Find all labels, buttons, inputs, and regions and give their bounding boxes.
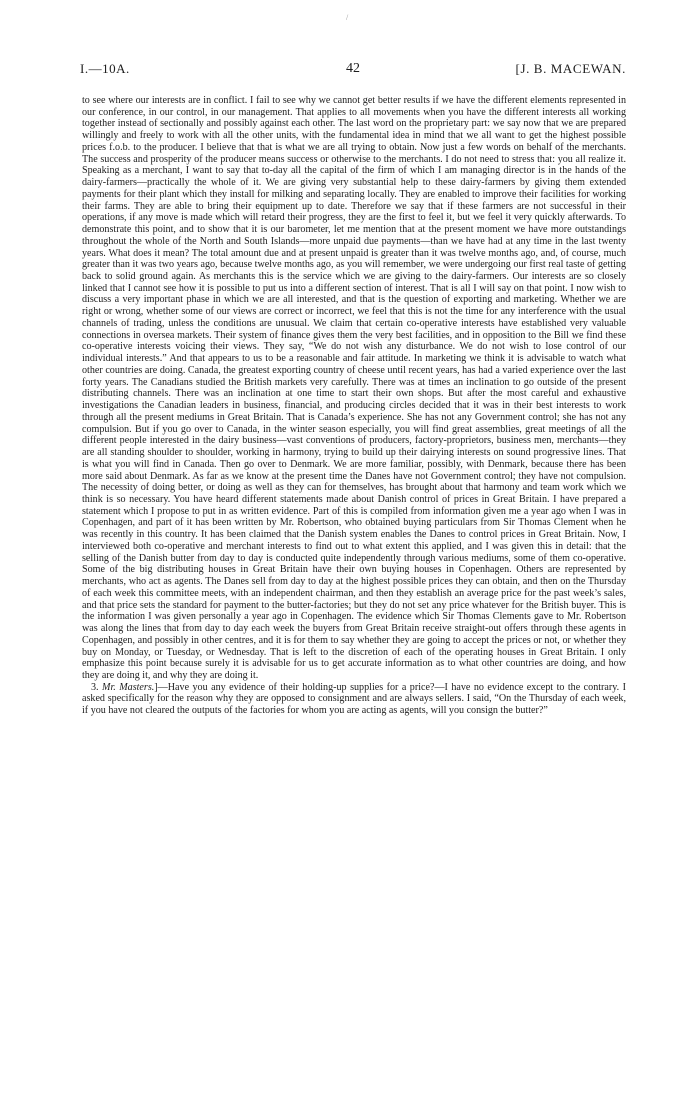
page-header (80, 61, 626, 81)
question-speaker: Mr. Masters. (102, 681, 155, 693)
page-number: 42 (346, 61, 360, 76)
speaker-name: [J. B. MACEWAN. (515, 61, 626, 76)
body-text (82, 95, 626, 717)
paragraph-1: to see where our interests are in conflict. I fail to see why we cannot get better results if we have the different elements represented in our conference, in our control, in our management. That applies to all movements when you have the different interests all working together instead of sectionally and possibly against each other. The last word on the proprietary part: we say now that we are prepared willingly and freely to work with all the other units, with the fundamental idea in mind that we all want to get the highest possible prices f.o.b. to the producer. I believe that that is what we are all trying to obtain. Now just a few words on behalf of the merchants. The success and prosperity of the producer means success or otherwise to the merchants. I do not need to stress that: you all realize it. Speaking as a merchant, I want to say that to-day all the capital of the firm of which I am managing director is in the hands of the dairy-farmers—practically the whole of it. We are giving very substantial help to these dairy-farmers by giving them extended payments for their plant which they install for milking and separating locally. They are enabled to improve their facilities for working their farms. They are able to bring their equipment up to date. Therefore we say that if these farmers are not successful in their operations, if any move is made which will retard their progress, they are the first to feel it, but we feel it very quickly afterwards. To demonstrate this point, and to show that it is our barometer, let me mention that at the present moment we have more outstandings throughout the whole of the North and South Islands—more unpaid due payments—than we have had at any time in the last twenty years. What does it mean? The total amount due and at present unpaid is greater than it was twelve months ago, and, of course, much greater than it was two years ago, because twelve months ago, as you will remember, we were undergoing our first real taste of getting back to solid ground again. As merchants this is the service which we are giving to the dairy-farmers. Our interests are so closely linked that I cannot see how it is possible to put us into a different section of interest. That is all I will say on that point. I now wish to discuss a very important phase in which we are all interested, and that is the question of exporting and marketing. Whether we are right or wrong, whether some of our views are correct or incorrect, we feel that this is not the time for any interference with the usual channels of trading, unless the conditions are unusual. We claim that certain co-operative interests have established very valuable connections in oversea markets. Their system of finance gives them the very best facilities, and in opposition to the Bill we find these co-operative interests voicing their views. They say, “We do not wish any disturbance. We do not wish to lose control of our individual interests.” And that appears to us to be a reasonable and fair attitude. In marketing we think it is advisable to watch what other countries are doing. Canada, the greatest exporting country of cheese until recent years, has had a varied experience over the last forty years. The Canadians studied the British markets very carefully. There was at times an inclination to go outside of the present distributing channels. There was an inclination at one time to start their own shops. But after the most careful and exhaustive investigations the Canadian leaders in business, financial, and producing circles decided that it was in their best interests to work through all the present mediums in Great Britain. That is Canada’s experience. She has not any Government control; she has not any compulsion. But if you go over to Canada, in the winter season especially, you will find great assemblies, great meetings of all the different people interested in the dairy business—vast conventions of producers, factory-proprietors, business men, merchants—they are all standing shoulder to shoulder, working in harmony, trying to build up their dairying interests on sound progressive lines. That is what you will find in Canada. Then go over to Denmark. We are more familiar, possibly, with Denmark, because there has been more said about Denmark. As far as we know at the present time the Danes have not Government control; they have not compulsion. The necessity of doing better, or doing as well as they can for themselves, has brought about that harmony and team work which we think is so necessary. You have heard different statements made about Danish control of prices in Great Britain. I have prepared a statement which I propose to put in as written evidence. Part of this is compiled from information given me a year ago when I was in Copenhagen, and part of it has been written by Mr. Robertson, who obtained buying particulars from Sir Thomas Clement when he was recently in this country. It has been claimed that the Danish system enables the Danes to control prices in Great Britain. Now, I interviewed both co-operative and merchant interests to find out to what extent this applied, and I was given this in detail: that the selling of the Danish butter from day to day is conducted quite independently through various mediums, some of them co-operative. Some of the big distributing houses in Great Britain have their own buying houses in Copenhagen. Others are represented by merchants, who act as agents. The Danes sell from day to day at the highest possible prices they can obtain, and then on the Thursday of each week this committee meets, with an independent chairman, and then they establish an average price for the past week’s sales, and that price sets the standard for payment to the butter-factories; but they do not set any price whatever for the British buyer. This is the information I was given personally a year ago in Copenhagen. The evidence which Sir Thomas Clements gave to Mr. Robertson was along the lines that from day to day each week the buyers from Great Britain receive straight-out offers through these agents in Copenhagen, and possibly in other centres, and it is for them to say whether they are going to accept the prices or not, or whether they buy on Monday, or Tuesday, or Wednesday. That is left to the discretion of each of the operating houses in Great Britain. I only emphasize this point because surely it is advisable for us to get accurate information as to what other countries are doing, and how they are doing it, and why they are doing it. (82, 95, 626, 681)
corner-mark: / (346, 13, 349, 22)
document-reference: I.—10A. (80, 61, 130, 76)
question-paragraph (82, 682, 626, 717)
question-number: 3. (91, 681, 99, 693)
question-text: ]—Have you any evidence of their holding-up supplies for a price?—I have no evidence except to the contrary. I asked specifically for the reason why they are opposed to consignment and are always sellers. I said, “On the Thursday of each week, if you have not cleared the outputs of the factories for whom you are acting as agents, will you consign the butter?” (82, 681, 626, 717)
